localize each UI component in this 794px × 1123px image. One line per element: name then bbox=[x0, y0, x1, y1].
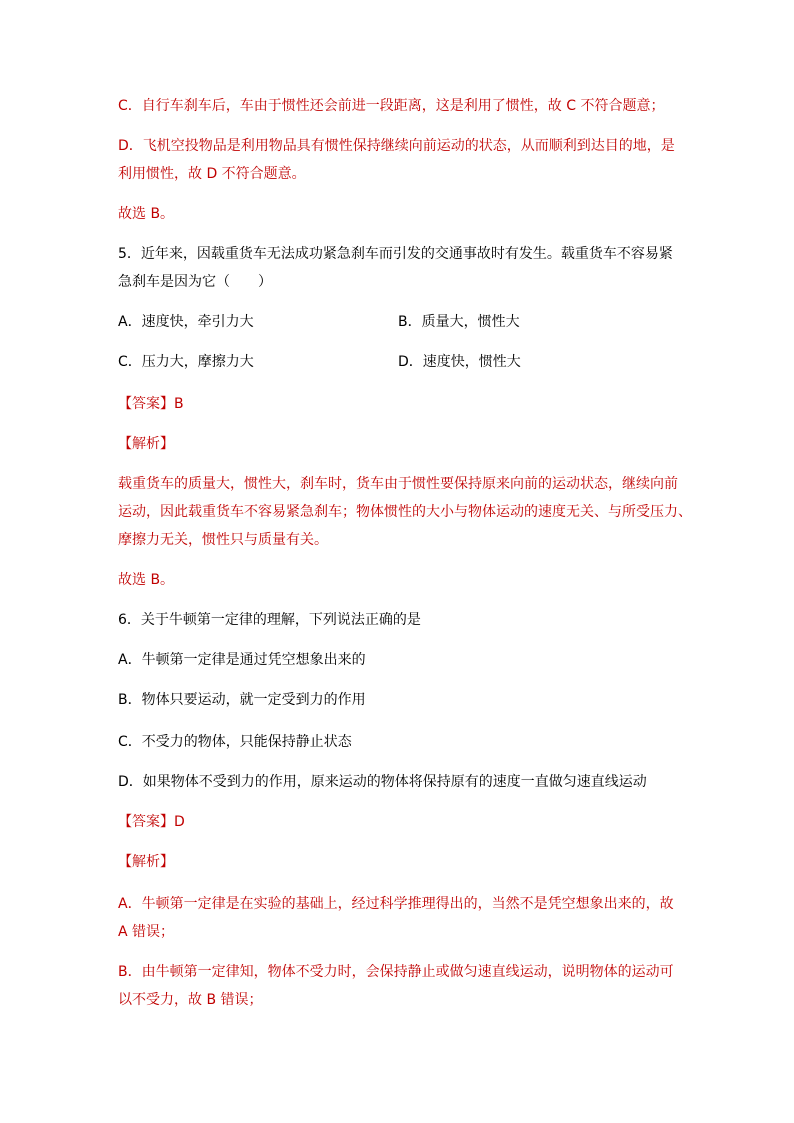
q6-analysis-a-line1: A．牛顿第一定律是在实验的基础上，经过科学推理得出的，当然不是凭空想象出来的，故 bbox=[118, 896, 674, 912]
q5-analysis-title: 【解析】 bbox=[118, 436, 174, 452]
q4-option-d-explanation-line1: D．飞机空投物品是利用物品具有惯性保持继续向前运动的状态，从而顺利到达目的地，是 bbox=[118, 138, 675, 154]
q4-conclusion: 故选 B。 bbox=[118, 206, 175, 222]
q6-analysis-a-line2: A 错误； bbox=[118, 924, 175, 940]
q6-option-c: C．不受力的物体，只能保持静止状态 bbox=[118, 734, 352, 750]
q5-option-b: B．质量大，惯性大 bbox=[398, 314, 520, 330]
q6-stem: 6．关于牛顿第一定律的理解，下列说法正确的是 bbox=[118, 612, 421, 628]
q4-option-c-explanation: C．自行车刹车后，车由于惯性还会前进一段距离，这是利用了惯性，故 C 不符合题意； bbox=[118, 98, 665, 114]
q5-analysis-line2: 运动，因此载重货车不容易紧急刹车；物体惯性的大小与物体运动的速度无关、与所受压力、 bbox=[118, 504, 692, 520]
q5-option-d: D．速度快，惯性大 bbox=[398, 354, 521, 370]
q4-option-d-explanation-line2: 利用惯性，故 D 不符合题意。 bbox=[118, 166, 306, 182]
q5-analysis-line1: 载重货车的质量大，惯性大，刹车时，货车由于惯性要保持原来向前的运动状态，继续向前 bbox=[118, 476, 678, 492]
q5-stem-line2: 急刹车是因为它（ ） bbox=[118, 274, 272, 290]
q5-answer: 【答案】B bbox=[118, 396, 184, 412]
q5-stem-line1: 5．近年来，因载重货车无法成功紧急刹车而引发的交通事故时有发生。载重货车不容易紧 bbox=[118, 246, 673, 262]
q6-answer: 【答案】D bbox=[118, 814, 185, 830]
q6-option-d: D．如果物体不受到力的作用，原来运动的物体将保持原有的速度一直做匀速直线运动 bbox=[118, 774, 647, 790]
q6-option-b: B．物体只要运动，就一定受到力的作用 bbox=[118, 692, 366, 708]
q5-conclusion: 故选 B。 bbox=[118, 572, 175, 588]
q5-analysis-line3: 摩擦力无关，惯性只与质量有关。 bbox=[118, 532, 328, 548]
q5-option-c: C．压力大，摩擦力大 bbox=[118, 354, 254, 370]
q6-analysis-b-line2: 以不受力，故 B 错误； bbox=[118, 992, 263, 1008]
q6-analysis-b-line1: B．由牛顿第一定律知，物体不受力时，会保持静止或做匀速直线运动，说明物体的运动可 bbox=[118, 964, 674, 980]
q5-option-a: A．速度快，牵引力大 bbox=[118, 314, 254, 330]
q6-option-a: A．牛顿第一定律是通过凭空想象出来的 bbox=[118, 652, 366, 668]
q6-analysis-title: 【解析】 bbox=[118, 854, 174, 870]
